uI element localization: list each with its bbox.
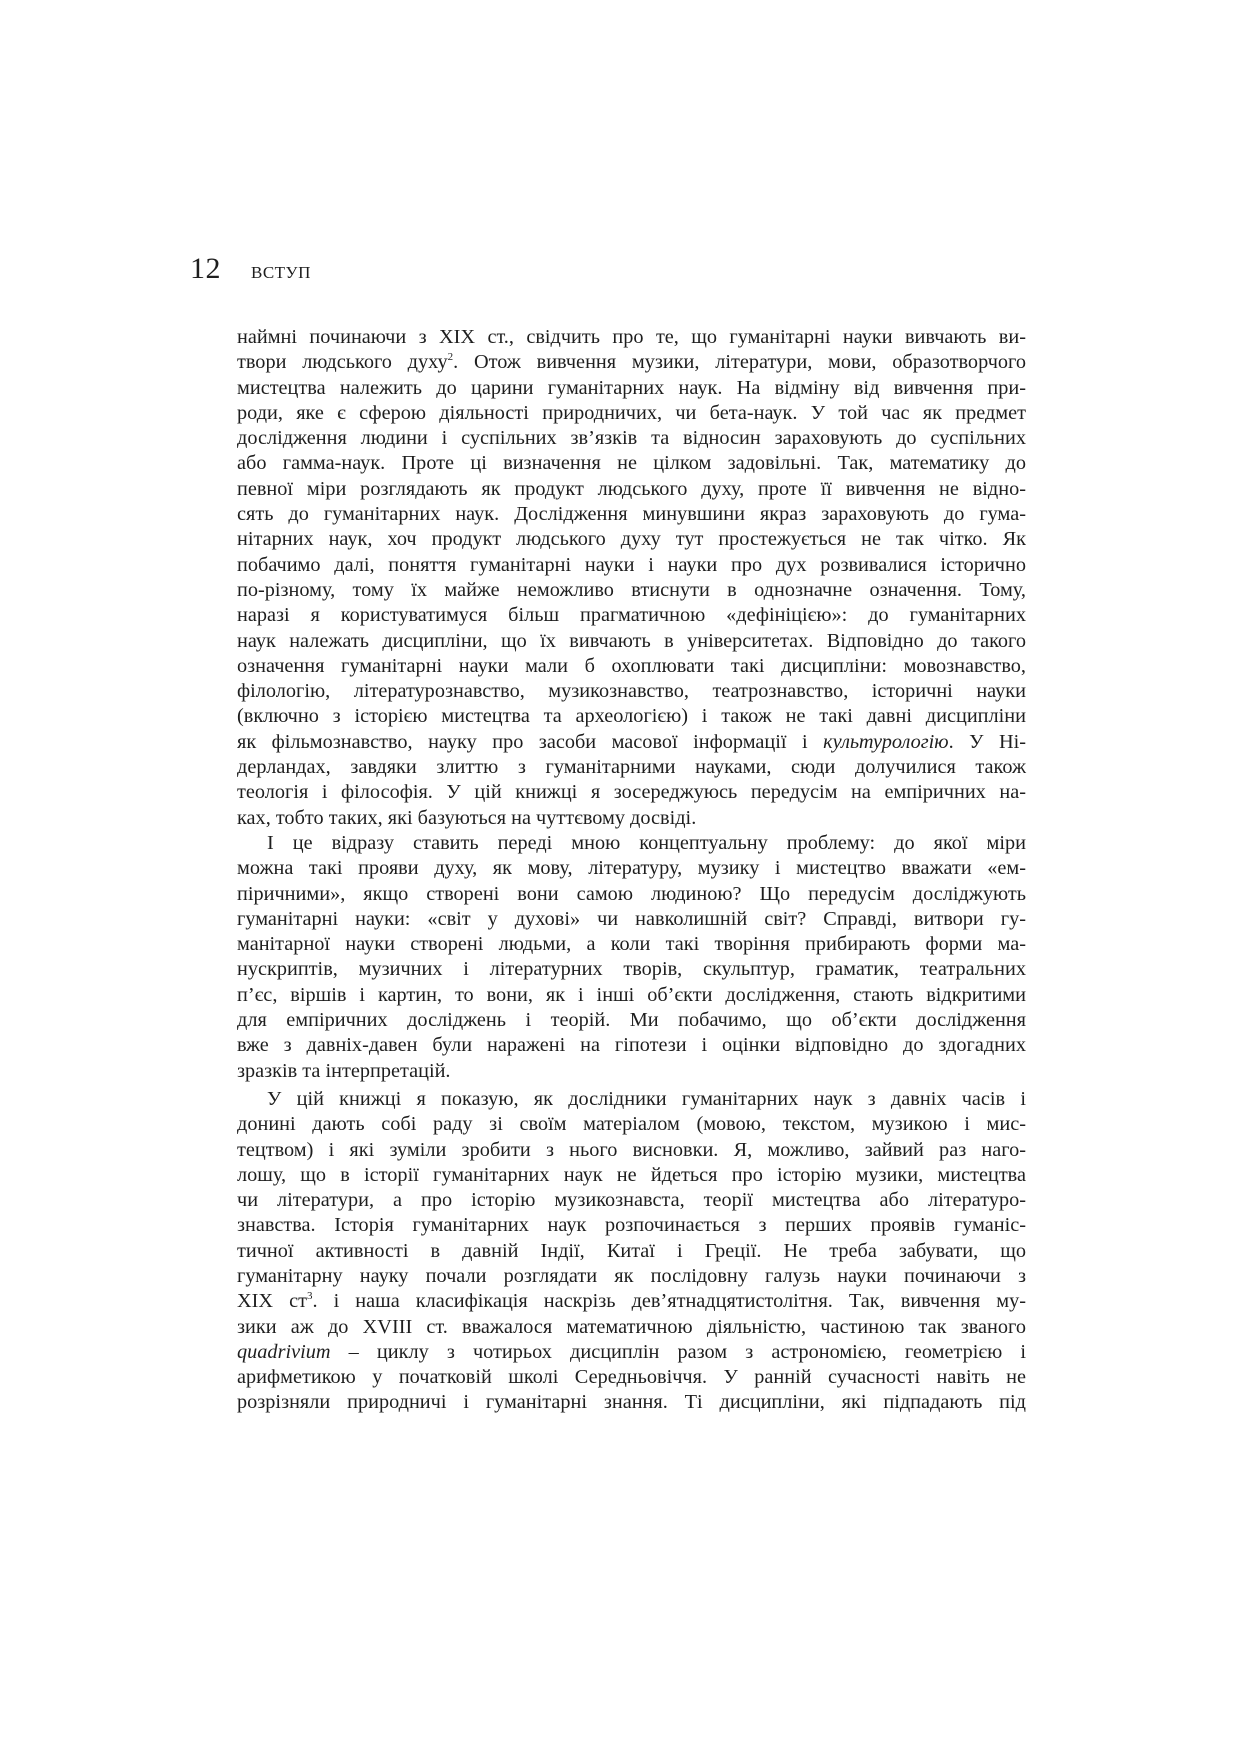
footnote-ref: 3	[306, 1290, 313, 1303]
text-line: гуманітарну науку почали розглядати як послідовну галузь науки починаючи з	[237, 1264, 1026, 1287]
text-line: чи літератури, а про історію музикознавста, теорії мистецтва або літературо-	[237, 1189, 1026, 1212]
text-line: арифметикою у початковій школі Середньовіччя. У ранній сучасності навіть не	[237, 1366, 1026, 1389]
text-line: сять до гуманітарних наук. Дослідження минувшини якраз зараховують до гума-	[237, 503, 1026, 526]
text-line: нускриптів, музичних і літературних творів, скульптур, граматик, театральних	[237, 958, 1026, 981]
paragraph-3	[237, 1087, 1026, 1416]
text-line: означення гуманітарні науки мали б охоплювати такі дисципліни: мовознавство,	[237, 654, 1026, 677]
paragraph-2	[237, 831, 1026, 1084]
text-line: твори людського духу$^2$. Отож вивчення музики, літератури, мови, образотворчого	[237, 351, 1026, 374]
text-line: роди, яке є сферою діяльності природничих, чи бета-наук. У той час як предмет	[237, 401, 1026, 424]
text-line: для емпіричних досліджень і теорій. Ми побачимо, що об’єкти дослідження	[237, 1009, 1026, 1032]
text-line: дослідження людини і суспільних зв’язків та відносин зараховують до суспільних	[237, 427, 1026, 450]
page-number: 12	[190, 252, 221, 285]
text-line: (включно з історією мистецтва та археологією) і також не такі давні дисципліни	[237, 705, 1026, 728]
text-line: донині дають собі раду зі своїм матеріалом (мовою, текстом, музикою і мис-	[237, 1113, 1026, 1136]
text-line: вже з давніх-давен були наражені на гіпотези і оцінки відповідно до здогадних	[237, 1034, 1026, 1057]
text-line: побачимо далі, поняття гуманітарні науки і науки про дух розвивалися історично	[237, 553, 1026, 576]
text-line: як фільмознавство, науку про засоби масової інформації і культурологію. У Ні-	[237, 730, 1027, 753]
running-head: ВСТУП	[251, 263, 311, 282]
text-line: тецтвом) і які зуміли зробити з нього висновки. Я, можливо, зайвий раз наго-	[237, 1138, 1026, 1161]
paragraph-1	[237, 325, 1026, 831]
text-line: по-різному, тому їх майже неможливо втиснути в однозначне означення. Тому,	[237, 578, 1026, 601]
text-line: XIX $ст^3$. і наша класифікація наскрізь дев’ятнадцятистолітня. Так, вивчення му-	[237, 1290, 1027, 1313]
italic-term: культурологію	[823, 730, 949, 753]
text-line: наймні починаючи з XIX ст., свідчить про те, що гуманітарні науки вивчають ви-	[237, 326, 1026, 348]
text-line: зики аж до XVIII ст. вважалося математичною діяльністю, частиною так званого	[237, 1315, 1026, 1338]
text-line: знавства. Історія гуманітарних наук розпочинається з перших проявів гуманіс-	[237, 1214, 1026, 1237]
text-line: нітарних наук, хоч продукт людського духу тут простежується не так чітко. Як	[237, 528, 1026, 551]
text-line: розрізняли природничі і гуманітарні знання. Ті дисципліни, які підпадають під	[237, 1391, 1026, 1414]
text-line: мистецтва належить до царини гуманітарних наук. На відміну від вивчення при-	[237, 376, 1026, 399]
text-line: лошу, що в історії гуманітарних наук не йдеться про історію музики, мистецтва	[237, 1163, 1026, 1186]
text-line: п’єс, віршів і картин, то вони, як і інші об’єкти дослідження, стають відкритими	[237, 983, 1026, 1006]
text-line: наук належать дисципліни, що їх вивчають в університетах. Відповідно до такого	[237, 629, 1026, 652]
text-line: У цій книжці я показую, як дослідники гуманітарних наук з давніх часів і	[267, 1087, 1026, 1110]
footnote-ref: 2	[447, 351, 454, 364]
text-line: певної міри розглядають як продукт людського духу, проте її вивчення не відно-	[237, 477, 1026, 500]
text-line: тичної активності в давній Індії, Китаї і Греції. Не треба забувати, що	[237, 1239, 1026, 1262]
text-line: або гамма-наук. Проте ці визначення не цілком задовільні. Так, математику до	[237, 452, 1026, 475]
text-line: піричними», якщо створені вони самою людиною? Що передусім досліджують	[237, 882, 1026, 905]
text-line: гуманітарні науки: «світ у духові» чи навколишній світ? Справді, витвори гу-	[237, 907, 1026, 930]
text-line: зразків та інтерпретацій.	[237, 1059, 451, 1082]
body-text	[237, 325, 1026, 1416]
italic-term: quadrivium	[237, 1340, 331, 1363]
text-line: манітарної науки створені людьми, а коли такі творіння прибирають форми ма-	[237, 933, 1026, 956]
text-line: філологію, літературознавство, музикознавство, театрознавство, історичні науки	[237, 680, 1026, 703]
text-line: quadrivium – циклу з чотирьох дисциплін разом з астрономією, геометрією і	[237, 1340, 1026, 1363]
page-header	[190, 252, 311, 286]
text-line: дерландах, завдяки злиттю з гуманітарними науками, сюди долучилися також	[237, 756, 1026, 779]
text-line: наразі я користуватимуся більш прагматичною «дефініцією»: до гуманітарних	[237, 604, 1026, 627]
text-line: ках, тобто таких, які базуються на чуттєвому досвіді.	[237, 806, 697, 829]
text-line: І це відразу ставить переді мною концептуальну проблему: до якої міри	[267, 831, 1026, 854]
text-line: теологія і філософія. У цій книжці я зосереджуюсь передусім на емпіричних на-	[237, 781, 1026, 804]
text-line: можна такі прояви духу, як мову, літературу, музику і мистецтво вважати «ем-	[237, 857, 1026, 880]
